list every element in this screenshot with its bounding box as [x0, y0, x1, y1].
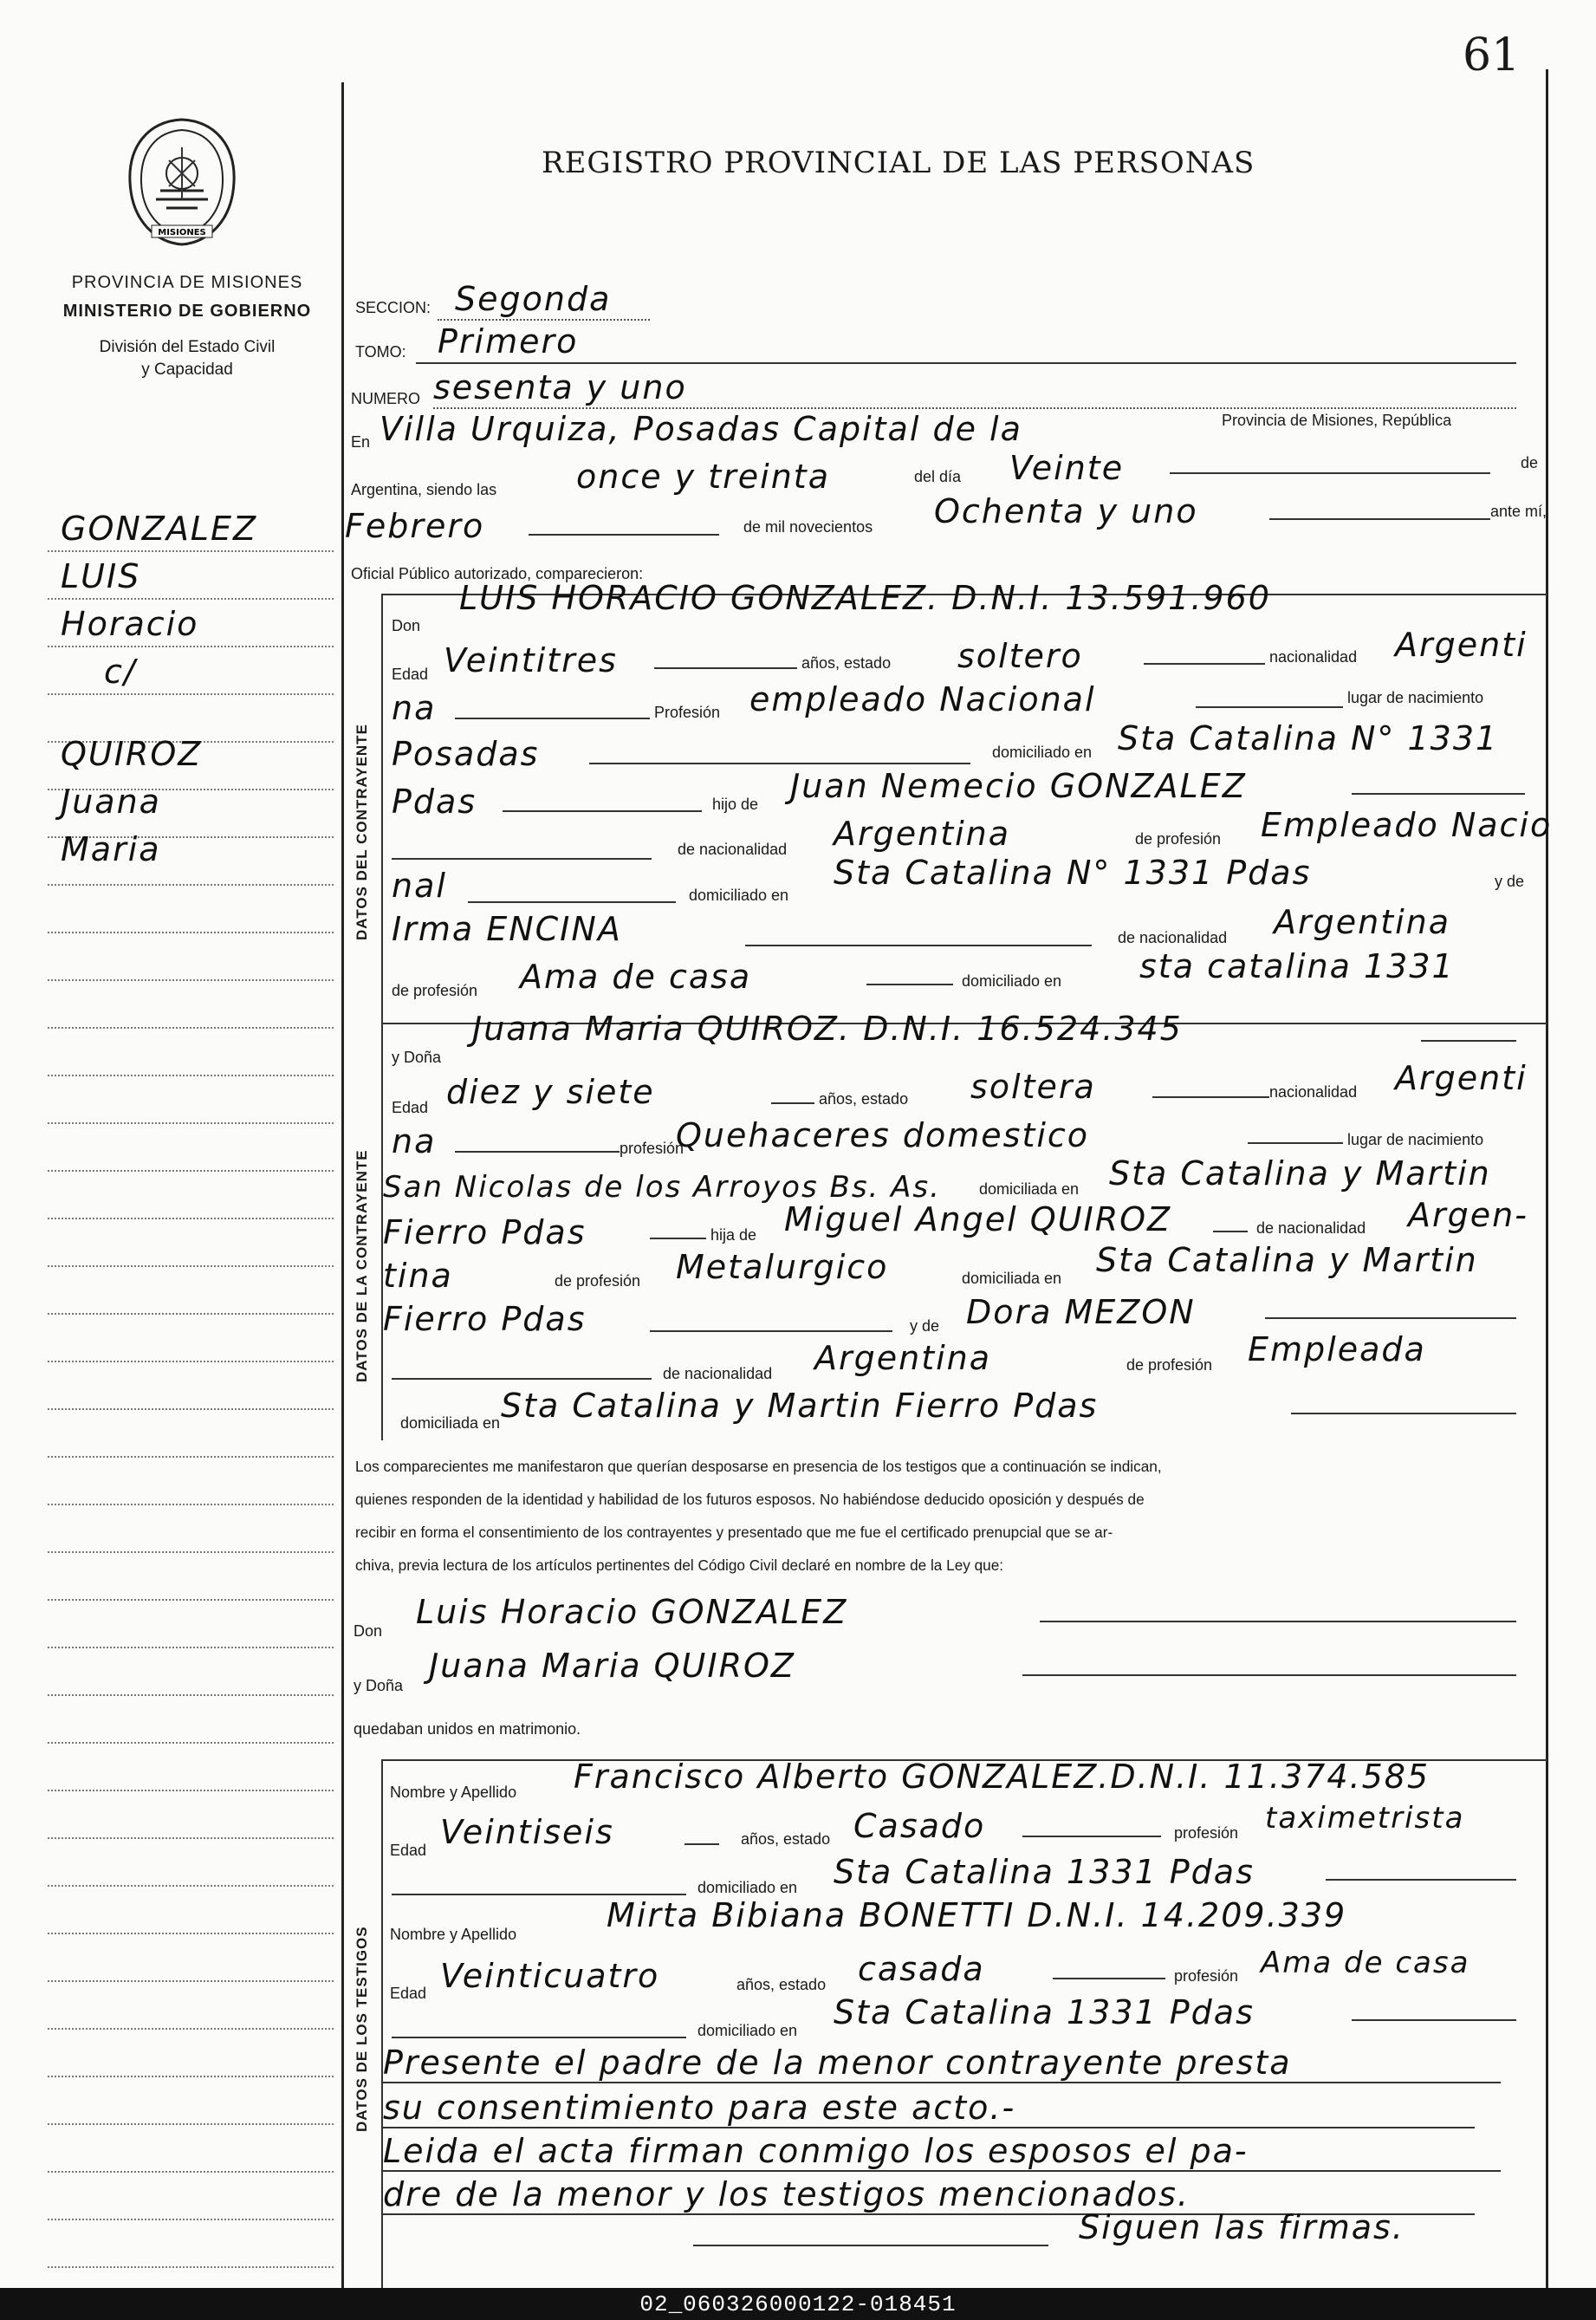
testigo2-prof: Ama de casa [1261, 1946, 1470, 1980]
t2-prof-label: profesión [1174, 1967, 1239, 1985]
testigo1-edad: Veintiseis [440, 1813, 614, 1851]
lugar2-label: lugar de nacimiento [1347, 1131, 1484, 1148]
contrayenta-padre: Miguel Angel QUIROZ [784, 1200, 1172, 1238]
contrayente-padre: Juan Nemecio GONZALEZ [790, 767, 1247, 805]
testigo1-dom: Sta Catalina 1331 Pdas [834, 1853, 1255, 1891]
contrayente-padre-nac: Argentina [834, 815, 1011, 853]
anios-label: años, estado [801, 654, 892, 672]
margin-note-surname2: QUIROZ [61, 735, 203, 773]
union-don-label: Don [354, 1622, 383, 1640]
madre-nac-label: de nacionalidad [1118, 929, 1228, 946]
hora-value: once y treinta [576, 458, 830, 496]
contrayenta-madre-nac: Argentina [814, 1339, 992, 1377]
padre-dom-label: domiciliado en [689, 887, 789, 904]
madre-prof-label: de profesión [392, 982, 478, 999]
dom2-label: domiciliada en [979, 1180, 1080, 1198]
contrayente-madre-dom: sta catalina 1331 [1139, 947, 1455, 985]
contrayenta-madre-prof: Empleada [1248, 1330, 1426, 1368]
y-de-label: y de [1495, 873, 1525, 890]
t1-nombre-label: Nombre y Apellido [390, 1784, 517, 1801]
oficial-label: Oficial Público autorizado, comparecieron: [351, 565, 644, 582]
contrayente-name: LUIS HORACIO GONZALEZ. D.N.I. 13.591.960 [459, 579, 1271, 617]
lugar-label: lugar de nacimiento [1347, 689, 1484, 706]
contrayenta-profesion: Quehaceres domestico [676, 1116, 1090, 1154]
t2-anios-label: años, estado [736, 1976, 827, 1993]
declaration-line3: recibir en forma el consentimiento de los contrayentes y presentado que me fue el certificado prenupcial que se ar- [355, 1524, 1113, 1541]
t2-edad-label: Edad [390, 1985, 427, 2002]
margin-rule [341, 82, 344, 2288]
madre2-dom-label: domiciliada en [400, 1414, 501, 1432]
margin-note-name1: LUIS [61, 557, 141, 595]
don-label: Don [392, 617, 421, 634]
tomo-value: Primero [438, 322, 579, 361]
contrayenta-padre-prof: Metalurgico [676, 1248, 889, 1286]
division-line2: y Capacidad [141, 361, 233, 379]
mes-value: Febrero [345, 507, 485, 545]
contrayente-estado: soltero [957, 637, 1083, 675]
t2-nombre-label: Nombre y Apellido [390, 1926, 517, 1943]
madre2-nac-label: de nacionalidad [663, 1365, 773, 1382]
numero-label: NUMERO [351, 390, 420, 407]
union-dona-label: y Doña [354, 1677, 404, 1694]
padre-nac-label: de nacionalidad [678, 841, 788, 858]
testigo2-estado: casada [858, 1950, 985, 1988]
dia-value: Veinte [1009, 449, 1125, 487]
nac2-label: nacionalidad [1269, 1083, 1358, 1101]
contrayente-padre-dom: Sta Catalina N° 1331 Pdas [834, 854, 1312, 892]
margin-note-conj: c/ [104, 653, 137, 691]
seccion-value: Segonda [455, 280, 612, 318]
mil-label: de mil novecientos [743, 518, 873, 536]
declaration-line4: chiva, previa lectura de los artículos pertinentes del Código Civil declaré en nombre de la Ley que: [355, 1556, 1004, 1574]
tomo-label: TOMO: [355, 343, 406, 361]
en-value: Villa Urquiza, Posadas Capital de la [380, 410, 1022, 448]
y-de2-label: y de [910, 1317, 940, 1335]
contrayente-edad: Veintitres [444, 641, 618, 679]
contrayente-nac-b: na [392, 689, 437, 727]
contrayenta-padre-nac-b: tina [383, 1257, 453, 1295]
nac-label: nacionalidad [1269, 648, 1358, 666]
province-name: PROVINCIA DE MISIONES [71, 273, 303, 292]
padre2-nac-label: de nacionalidad [1256, 1219, 1366, 1237]
contrayente-padre-prof-a: Empleado Nacio [1261, 806, 1553, 844]
margin-note-name3: Juana [61, 783, 161, 821]
contrayenta-domicilio-b: Fierro Pdas [383, 1213, 587, 1251]
contrayenta-domicilio: Sta Catalina y Martin [1109, 1154, 1491, 1192]
contrayenta-edad: diez y siete [446, 1073, 655, 1111]
testigo1-estado: Casado [853, 1807, 986, 1845]
profesion2-label: profesión [620, 1140, 684, 1157]
margin-note-surname: GONZALEZ [61, 510, 258, 548]
note-line3: Leida el acta firman conmigo los esposos el pa- [383, 2132, 1501, 2172]
dona-label: y Doña [392, 1049, 442, 1066]
dom-label: domiciliado en [992, 744, 1093, 761]
t1-dom-label: domiciliado en [697, 1879, 798, 1896]
contrayenta-madre: Dora MEZON [966, 1293, 1196, 1331]
contrayenta-nac-b: na [392, 1122, 437, 1160]
margin-note-name2: Horacio [61, 605, 199, 643]
testigo2-edad: Veinticuatro [440, 1957, 660, 1995]
document-id: 02_060326000122-018451 [639, 2291, 957, 2317]
madre-dom-label: domiciliado en [962, 972, 1062, 990]
ministry-name: MINISTERIO DE GOBIERNO [62, 302, 312, 321]
padre-prof-label: de profesión [1135, 830, 1222, 848]
t1-prof-label: profesión [1174, 1824, 1239, 1842]
province-seal [121, 113, 243, 251]
contrayente-nac-a: Argenti [1395, 626, 1528, 664]
testigo2-nombre: Mirta Bibiana BONETTI D.N.I. 14.209.339 [607, 1896, 1347, 1934]
de-label: de [1521, 454, 1539, 471]
document-title: REGISTRO PROVINCIAL DE LAS PERSONAS [542, 146, 1255, 180]
contrayenta-padre-dom-b: Fierro Pdas [383, 1300, 587, 1338]
seal-emblem-icon [121, 113, 243, 251]
hija-label: hija de [710, 1226, 757, 1244]
ante-label: ante mí, [1490, 503, 1547, 520]
madre2-prof-label: de profesión [1126, 1356, 1213, 1374]
union-don: Luis Horacio GONZALEZ [416, 1593, 848, 1631]
edad-label: Edad [392, 666, 429, 683]
contrayenta-nac-a: Argenti [1395, 1059, 1528, 1097]
anio-value: Ochenta y uno [934, 492, 1198, 530]
union-closing: quedaban unidos en matrimonio. [354, 1720, 581, 1738]
contrayente-domicilio-b: Pdas [392, 783, 477, 821]
contrayente-lugar: Posadas [392, 735, 540, 773]
provincia-label: Provincia de Misiones, República [1222, 412, 1452, 429]
testigo1-nombre: Francisco Alberto GONZALEZ.D.N.I. 11.374.585 [574, 1758, 1431, 1796]
t1-edad-label: Edad [390, 1842, 427, 1859]
hijo-label: hijo de [712, 796, 759, 813]
contrayente-madre: Irma ENCINA [392, 910, 622, 948]
contrayenta-madre-dom: Sta Catalina y Martin Fierro Pdas [501, 1387, 1099, 1425]
contrayenta-padre-nac-a: Argen- [1408, 1196, 1528, 1234]
padre2-prof-label: de profesión [555, 1272, 641, 1290]
contrayente-section-label: DATOS DEL CONTRAYENTE [354, 724, 370, 940]
contrayente-madre-nac: Argentina [1274, 903, 1451, 941]
argentina-label: Argentina, siendo las [351, 481, 497, 498]
padre2-dom-label: domiciliada en [962, 1270, 1062, 1287]
contrayenta-estado: soltera [970, 1068, 1096, 1106]
declaration-line2: quienes responden de la identidad y habilidad de los futuros esposos. No habiéndose deducido oposición y después de [355, 1491, 1145, 1508]
margin-note-name4: Maria [61, 830, 161, 868]
dia-label: del día [914, 468, 962, 485]
division-line1: División del Estado Civil [99, 338, 276, 356]
contrayenta-padre-dom-a: Sta Catalina y Martin [1096, 1241, 1478, 1279]
page-number: 61 [1463, 29, 1521, 81]
footer-bar [0, 2288, 1596, 2320]
union-dona: Juana Maria QUIROZ [429, 1647, 795, 1685]
contrayente-profesion: empleado Nacional [749, 680, 1096, 718]
contrayenta-lugar: San Nicolas de los Arroyos Bs. As. [383, 1170, 941, 1205]
edad2-label: Edad [392, 1099, 429, 1116]
t2-dom-label: domiciliado en [697, 2022, 798, 2039]
anios2-label: años, estado [819, 1090, 909, 1108]
note-line4: dre de la menor y los testigos mencionados. [383, 2175, 1475, 2215]
testigo1-prof: taximetrista [1265, 1801, 1465, 1836]
contrayente-padre-prof-b: nal [392, 867, 447, 905]
contrayente-madre-prof: Ama de casa [520, 958, 752, 996]
declaration-line1: Los comparecientes me manifestaron que querían desposarse en presencia de los testigos que a continuación se indican, [355, 1458, 1162, 1475]
t1-anios-label: años, estado [741, 1830, 831, 1848]
note-line5: Siguen las firmas. [1079, 2208, 1405, 2246]
numero-value: sesenta y uno [433, 368, 687, 406]
contrayente-domicilio: Sta Catalina N° 1331 [1118, 719, 1499, 757]
seccion-label: SECCION: [355, 299, 431, 316]
contrayenta-name: Juana Maria QUIROZ. D.N.I. 16.524.345 [472, 1010, 1183, 1048]
svg-text:MISIONES: MISIONES [158, 228, 206, 237]
profesion-label: Profesión [654, 704, 721, 721]
note-line1: Presente el padre de la menor contrayente presta [383, 2044, 1501, 2083]
testigos-section-label: DATOS DE LOS TESTIGOS [354, 1926, 370, 2132]
contrayenta-section-label: DATOS DE LA CONTRAYENTE [354, 1149, 370, 1382]
testigo2-dom: Sta Catalina 1331 Pdas [834, 1993, 1255, 2031]
note-line2: su consentimiento para este acto.- [383, 2089, 1475, 2128]
en-label: En [351, 433, 371, 451]
